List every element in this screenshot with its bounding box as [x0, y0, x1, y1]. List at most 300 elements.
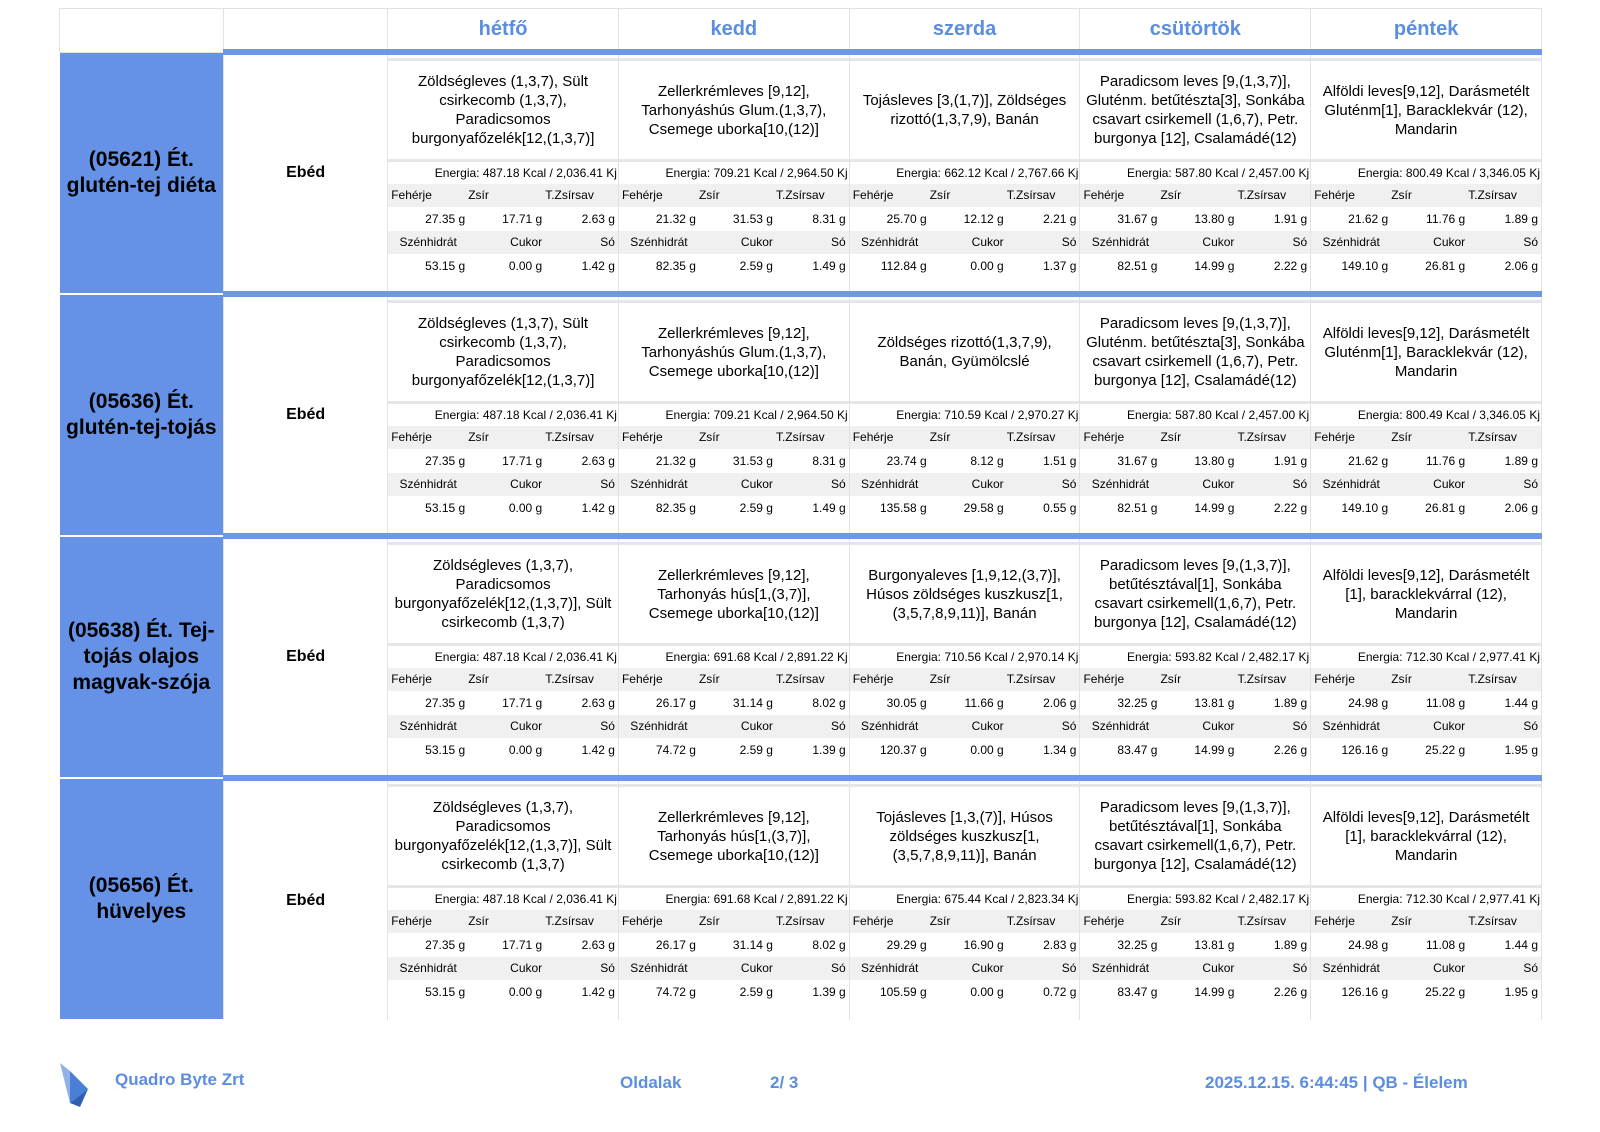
- salt-value: 2.22 g: [1237, 497, 1310, 520]
- sat-fat-value: 1.44 g: [1468, 692, 1541, 715]
- nutrient-label: T.Zsírsav: [1007, 668, 1080, 692]
- nutrient-label: Zsír: [468, 426, 545, 450]
- sugar-value: 0.00 g: [468, 739, 545, 762]
- nutrient-label: Cukor: [1391, 473, 1468, 497]
- nutrient-label: Zsír: [930, 668, 1007, 692]
- day-menu-cell: [1080, 294, 1311, 536]
- sugar-value: 0.00 g: [930, 981, 1007, 1004]
- menu-table: [59, 8, 1542, 1021]
- day-menu-cell: [388, 52, 619, 294]
- nutrition-grid: [850, 910, 1080, 1004]
- page-number: 2/ 3: [770, 1073, 799, 1092]
- day-menu-cell: [849, 536, 1080, 778]
- day-menu-cell: [1311, 536, 1542, 778]
- dish-text: Zellerkrémleves [9,12], Tarhonyás hús[1,(3,7)], Csemege uborka[10,(12)]: [619, 784, 849, 888]
- protein-value: 23.74 g: [850, 450, 930, 473]
- energy-value: Energia: 593.82 Kcal / 2,482.17 Kj: [1127, 650, 1310, 664]
- energy-value: Energia: 487.18 Kcal / 2,036.41 Kj: [434, 892, 617, 906]
- nutrient-label: Fehérje: [388, 426, 468, 450]
- fat-value: 13.80 g: [1160, 208, 1237, 231]
- protein-value: 27.35 g: [388, 692, 468, 715]
- dish-text: Zellerkrémleves [9,12], Tarhonyáshús Glum.(1,3,7), Csemege uborka[10,(12)]: [619, 300, 849, 404]
- salt-value: 2.22 g: [1237, 255, 1310, 278]
- fat-value: 13.80 g: [1160, 450, 1237, 473]
- day-menu-cell: [1080, 778, 1311, 1020]
- day-header: hétfő: [388, 9, 619, 53]
- salt-value: 1.95 g: [1468, 981, 1541, 1004]
- nutrient-label: Cukor: [468, 231, 545, 255]
- carb-value: 149.10 g: [1311, 255, 1391, 278]
- fat-value: 11.76 g: [1391, 450, 1468, 473]
- nutrient-label: Szénhidrát: [1311, 231, 1391, 255]
- sat-fat-value: 2.63 g: [545, 450, 618, 473]
- energy-value: Energia: 712.30 Kcal / 2,977.41 Kj: [1357, 892, 1540, 906]
- nutrient-label: Zsír: [468, 668, 545, 692]
- nutrient-label: Szénhidrát: [1311, 957, 1391, 981]
- sugar-value: 2.59 g: [699, 739, 776, 762]
- nutrition-grid: [388, 668, 618, 762]
- energy-value: Energia: 487.18 Kcal / 2,036.41 Kj: [434, 166, 617, 180]
- nutrient-label: Só: [545, 715, 618, 739]
- day-menu-cell: [388, 294, 619, 536]
- energy-value: Energia: 709.21 Kcal / 2,964.50 Kj: [665, 408, 848, 422]
- nutrient-label: Só: [1007, 957, 1080, 981]
- dish-text: Tojásleves [1,3,(7)], Húsos zöldséges kuszkusz[1,(3,5,7,8,9,11)], Banán: [850, 784, 1080, 888]
- meal-label: Ebéd: [224, 294, 388, 536]
- nutrition-grid: [619, 668, 849, 762]
- diet-row: [60, 536, 1542, 778]
- dish-text: Alföldi leves[9,12], Darásmetélt [1], baracklekvárral (12), Mandarin: [1311, 784, 1541, 888]
- nutrient-label: Só: [1468, 715, 1541, 739]
- fat-value: 13.81 g: [1160, 692, 1237, 715]
- page-footer: [0, 1055, 1600, 1115]
- nutrient-label: T.Zsírsav: [776, 910, 849, 934]
- sat-fat-value: 8.02 g: [776, 934, 849, 957]
- nutrient-label: Fehérje: [619, 668, 699, 692]
- sat-fat-value: 8.31 g: [776, 450, 849, 473]
- sat-fat-value: 1.51 g: [1007, 450, 1080, 473]
- energy-value: Energia: 691.68 Kcal / 2,891.22 Kj: [665, 650, 848, 664]
- nutrient-label: T.Zsírsav: [545, 184, 618, 208]
- day-header: csütörtök: [1080, 9, 1311, 53]
- dish-text: Zöldségleves (1,3,7), Sült csirkecomb (1,3,7), Paradicsomos burgonyafőzelék[12,(1,3,7)]: [388, 300, 618, 404]
- nutrient-label: Fehérje: [850, 668, 930, 692]
- header-row: [60, 9, 1542, 53]
- energy-value: Energia: 709.21 Kcal / 2,964.50 Kj: [665, 166, 848, 180]
- salt-value: 2.26 g: [1237, 981, 1310, 1004]
- fat-value: 16.90 g: [930, 934, 1007, 957]
- nutrient-label: Szénhidrát: [1311, 715, 1391, 739]
- nutrient-label: Szénhidrát: [619, 473, 699, 497]
- nutrient-label: Cukor: [699, 473, 776, 497]
- nutrition-grid: [1080, 184, 1310, 278]
- nutrient-label: Só: [1468, 473, 1541, 497]
- salt-value: 1.95 g: [1468, 739, 1541, 762]
- header-blank-meal: [224, 9, 388, 53]
- nutrient-label: Só: [1007, 715, 1080, 739]
- fat-value: 31.14 g: [699, 934, 776, 957]
- nutrient-label: Fehérje: [850, 184, 930, 208]
- energy-value: Energia: 587.80 Kcal / 2,457.00 Kj: [1127, 408, 1310, 422]
- day-menu-cell: [388, 778, 619, 1020]
- nutrient-label: Fehérje: [619, 184, 699, 208]
- nutrient-label: Cukor: [1160, 231, 1237, 255]
- sugar-value: 26.81 g: [1391, 255, 1468, 278]
- sugar-value: 0.00 g: [468, 497, 545, 520]
- dish-text: Alföldi leves[9,12], Darásmetélt Gluténm[1], Baracklekvár (12), Mandarin: [1311, 300, 1541, 404]
- nutrient-label: Szénhidrát: [1080, 957, 1160, 981]
- nutrition-grid: [619, 184, 849, 278]
- carb-value: 135.58 g: [850, 497, 930, 520]
- salt-value: 1.34 g: [1007, 739, 1080, 762]
- energy-value: Energia: 710.59 Kcal / 2,970.27 Kj: [896, 408, 1079, 422]
- sugar-value: 2.59 g: [699, 981, 776, 1004]
- nutrient-label: Só: [545, 473, 618, 497]
- diet-row: [60, 778, 1542, 1020]
- salt-value: 1.49 g: [776, 497, 849, 520]
- nutrient-label: Zsír: [1160, 668, 1237, 692]
- dish-text: Burgonyaleves [1,9,12,(3,7)], Húsos zöldséges kuszkusz[1,(3,5,7,8,9,11)], Banán: [850, 542, 1080, 646]
- sugar-value: 14.99 g: [1160, 981, 1237, 1004]
- nutrient-label: Zsír: [699, 184, 776, 208]
- protein-value: 30.05 g: [850, 692, 930, 715]
- energy-value: Energia: 662.12 Kcal / 2,767.66 Kj: [896, 166, 1079, 180]
- nutrient-label: Zsír: [699, 426, 776, 450]
- salt-value: 1.37 g: [1007, 255, 1080, 278]
- print-timestamp: 2025.12.15. 6:44:45 | QB - Élelem: [1205, 1073, 1468, 1092]
- nutrient-label: Fehérje: [388, 668, 468, 692]
- nutrient-label: Zsír: [1391, 668, 1468, 692]
- carb-value: 53.15 g: [388, 255, 468, 278]
- sat-fat-value: 1.89 g: [1237, 934, 1310, 957]
- nutrient-label: T.Zsírsav: [776, 426, 849, 450]
- day-menu-cell: [618, 778, 849, 1020]
- nutrient-label: T.Zsírsav: [1007, 426, 1080, 450]
- sugar-value: 0.00 g: [468, 255, 545, 278]
- nutrient-label: Só: [1468, 231, 1541, 255]
- sat-fat-value: 1.89 g: [1237, 692, 1310, 715]
- nutrition-grid: [850, 668, 1080, 762]
- protein-value: 29.29 g: [850, 934, 930, 957]
- nutrient-label: Zsír: [930, 184, 1007, 208]
- nutrient-label: Cukor: [1391, 715, 1468, 739]
- nutrient-label: Szénhidrát: [619, 715, 699, 739]
- dish-text: Alföldi leves[9,12], Darásmetélt Gluténm[1], Baracklekvár (12), Mandarin: [1311, 58, 1541, 162]
- nutrient-label: T.Zsírsav: [1237, 184, 1310, 208]
- nutrient-label: Fehérje: [1311, 668, 1391, 692]
- nutrient-label: Cukor: [468, 957, 545, 981]
- protein-value: 21.62 g: [1311, 208, 1391, 231]
- nutrient-label: Cukor: [468, 715, 545, 739]
- company-logo-icon: [58, 1063, 94, 1109]
- nutrient-label: Só: [1237, 473, 1310, 497]
- dish-text: Paradicsom leves [9,(1,3,7)], Gluténm. betűtészta[3], Sonkába csavart csirkemell (1,6,7), Petr. burgonya [12], Csalamádé(12): [1080, 300, 1310, 404]
- fat-value: 17.71 g: [468, 934, 545, 957]
- nutrient-label: Cukor: [699, 957, 776, 981]
- energy-value: Energia: 712.30 Kcal / 2,977.41 Kj: [1357, 650, 1540, 664]
- header-blank-diet: [60, 9, 224, 53]
- sat-fat-value: 2.06 g: [1007, 692, 1080, 715]
- fat-value: 11.08 g: [1391, 692, 1468, 715]
- nutrition-grid: [388, 426, 618, 520]
- fat-value: 17.71 g: [468, 450, 545, 473]
- dish-text: Zellerkrémleves [9,12], Tarhonyáshús Glum.(1,3,7), Csemege uborka[10,(12)]: [619, 58, 849, 162]
- sat-fat-value: 2.63 g: [545, 208, 618, 231]
- protein-value: 27.35 g: [388, 934, 468, 957]
- carb-value: 83.47 g: [1080, 981, 1160, 1004]
- nutrient-label: Szénhidrát: [850, 473, 930, 497]
- nutrient-label: Fehérje: [1080, 668, 1160, 692]
- nutrient-label: Cukor: [468, 473, 545, 497]
- nutrient-label: Fehérje: [1311, 426, 1391, 450]
- dish-text: Paradicsom leves [9,(1,3,7)], betűtésztával[1], Sonkába csavart csirkemell(1,6,7), Petr. burgonya [12], Csalamádé(12): [1080, 784, 1310, 888]
- meal-label: Ebéd: [224, 778, 388, 1020]
- nutrient-label: Szénhidrát: [850, 231, 930, 255]
- nutrient-label: Cukor: [930, 715, 1007, 739]
- sugar-value: 14.99 g: [1160, 497, 1237, 520]
- dish-text: Paradicsom leves [9,(1,3,7)], betűtésztával[1], Sonkába csavart csirkemell(1,6,7), Petr. burgonya [12], Csalamádé(12): [1080, 542, 1310, 646]
- salt-value: 1.42 g: [545, 255, 618, 278]
- protein-value: 31.67 g: [1080, 450, 1160, 473]
- salt-value: 1.49 g: [776, 255, 849, 278]
- day-menu-cell: [849, 778, 1080, 1020]
- energy-value: Energia: 487.18 Kcal / 2,036.41 Kj: [434, 650, 617, 664]
- sugar-value: 29.58 g: [930, 497, 1007, 520]
- sugar-value: 14.99 g: [1160, 739, 1237, 762]
- nutrient-label: Fehérje: [850, 910, 930, 934]
- nutrient-label: Só: [776, 715, 849, 739]
- salt-value: 1.39 g: [776, 739, 849, 762]
- protein-value: 32.25 g: [1080, 692, 1160, 715]
- nutrition-grid: [1311, 184, 1541, 278]
- day-header: péntek: [1311, 9, 1542, 53]
- company-name: Quadro Byte Zrt: [115, 1070, 245, 1089]
- nutrient-label: Fehérje: [619, 910, 699, 934]
- fat-value: 11.08 g: [1391, 934, 1468, 957]
- fat-value: 13.81 g: [1160, 934, 1237, 957]
- fat-value: 17.71 g: [468, 208, 545, 231]
- nutrient-label: Szénhidrát: [388, 473, 468, 497]
- nutrient-label: Fehérje: [1080, 184, 1160, 208]
- pages-label: Oldalak: [620, 1073, 682, 1092]
- protein-value: 27.35 g: [388, 208, 468, 231]
- fat-value: 31.53 g: [699, 450, 776, 473]
- nutrient-label: Só: [1007, 473, 1080, 497]
- carb-value: 149.10 g: [1311, 497, 1391, 520]
- sugar-value: 0.00 g: [930, 255, 1007, 278]
- sat-fat-value: 1.89 g: [1468, 208, 1541, 231]
- fat-value: 17.71 g: [468, 692, 545, 715]
- meal-label: Ebéd: [224, 536, 388, 778]
- nutrient-label: Só: [1237, 957, 1310, 981]
- energy-value: Energia: 800.49 Kcal / 3,346.05 Kj: [1357, 166, 1540, 180]
- salt-value: 1.39 g: [776, 981, 849, 1004]
- fat-value: 11.66 g: [930, 692, 1007, 715]
- dish-text: Zöldségleves (1,3,7), Paradicsomos burgonyafőzelék[12,(1,3,7)], Sült csirkecomb (1,3,7): [388, 784, 618, 888]
- protein-value: 32.25 g: [1080, 934, 1160, 957]
- sat-fat-value: 2.63 g: [545, 692, 618, 715]
- sat-fat-value: 2.21 g: [1007, 208, 1080, 231]
- nutrient-label: Só: [545, 231, 618, 255]
- nutrient-label: Fehérje: [619, 426, 699, 450]
- nutrition-grid: [850, 426, 1080, 520]
- dish-text: Tojásleves [3,(1,7)], Zöldséges rizottó(1,3,7,9), Banán: [850, 58, 1080, 162]
- nutrient-label: Szénhidrát: [619, 957, 699, 981]
- day-menu-cell: [618, 536, 849, 778]
- nutrient-label: Zsír: [1391, 426, 1468, 450]
- protein-value: 26.17 g: [619, 934, 699, 957]
- nutrient-label: Szénhidrát: [850, 957, 930, 981]
- carb-value: 83.47 g: [1080, 739, 1160, 762]
- dish-text: Paradicsom leves [9,(1,3,7)], Gluténm. betűtészta[3], Sonkába csavart csirkemell (1,6,7), Petr. burgonya [12], Csalamádé(12): [1080, 58, 1310, 162]
- energy-value: Energia: 800.49 Kcal / 3,346.05 Kj: [1357, 408, 1540, 422]
- fat-value: 31.14 g: [699, 692, 776, 715]
- nutrient-label: Fehérje: [1080, 910, 1160, 934]
- nutrient-label: Cukor: [699, 231, 776, 255]
- nutrition-grid: [1311, 426, 1541, 520]
- nutrition-grid: [619, 910, 849, 1004]
- dish-text: Alföldi leves[9,12], Darásmetélt [1], baracklekvárral (12), Mandarin: [1311, 542, 1541, 646]
- nutrient-label: Cukor: [699, 715, 776, 739]
- carb-value: 112.84 g: [850, 255, 930, 278]
- fat-value: 8.12 g: [930, 450, 1007, 473]
- salt-value: 2.06 g: [1468, 255, 1541, 278]
- nutrient-label: Zsír: [930, 426, 1007, 450]
- carb-value: 74.72 g: [619, 981, 699, 1004]
- nutrient-label: Cukor: [1391, 957, 1468, 981]
- nutrition-grid: [388, 910, 618, 1004]
- salt-value: 0.55 g: [1007, 497, 1080, 520]
- nutrient-label: Szénhidrát: [1080, 231, 1160, 255]
- nutrient-label: Zsír: [930, 910, 1007, 934]
- nutrient-label: Só: [776, 473, 849, 497]
- nutrient-label: Só: [1007, 231, 1080, 255]
- diet-row: [60, 52, 1542, 294]
- sat-fat-value: 1.91 g: [1237, 450, 1310, 473]
- nutrient-label: Cukor: [1160, 715, 1237, 739]
- diet-name: (05621) Ét. glutén-tej diéta: [60, 52, 224, 294]
- day-menu-cell: [388, 536, 619, 778]
- sugar-value: 2.59 g: [699, 255, 776, 278]
- carb-value: 53.15 g: [388, 497, 468, 520]
- day-menu-cell: [1311, 294, 1542, 536]
- carb-value: 82.51 g: [1080, 497, 1160, 520]
- nutrient-label: T.Zsírsav: [545, 426, 618, 450]
- nutrient-label: T.Zsírsav: [1007, 184, 1080, 208]
- fat-value: 11.76 g: [1391, 208, 1468, 231]
- day-menu-cell: [1311, 52, 1542, 294]
- energy-value: Energia: 710.56 Kcal / 2,970.14 Kj: [896, 650, 1079, 664]
- dish-text: Zöldséges rizottó(1,3,7,9), Banán, Gyümölcslé: [850, 300, 1080, 404]
- nutrition-grid: [1080, 910, 1310, 1004]
- salt-value: 0.72 g: [1007, 981, 1080, 1004]
- nutrient-label: Zsír: [1160, 184, 1237, 208]
- carb-value: 53.15 g: [388, 739, 468, 762]
- nutrient-label: Cukor: [1160, 473, 1237, 497]
- protein-value: 27.35 g: [388, 450, 468, 473]
- protein-value: 31.67 g: [1080, 208, 1160, 231]
- sat-fat-value: 8.31 g: [776, 208, 849, 231]
- nutrient-label: T.Zsírsav: [1237, 426, 1310, 450]
- nutrition-grid: [1311, 910, 1541, 1004]
- nutrition-grid: [1080, 426, 1310, 520]
- nutrient-label: Cukor: [930, 957, 1007, 981]
- sat-fat-value: 2.63 g: [545, 934, 618, 957]
- day-menu-cell: [1080, 52, 1311, 294]
- nutrient-label: T.Zsírsav: [1237, 910, 1310, 934]
- nutrient-label: Szénhidrát: [388, 231, 468, 255]
- protein-value: 21.32 g: [619, 450, 699, 473]
- day-menu-cell: [618, 294, 849, 536]
- salt-value: 2.06 g: [1468, 497, 1541, 520]
- sat-fat-value: 1.44 g: [1468, 934, 1541, 957]
- nutrient-label: T.Zsírsav: [1468, 184, 1541, 208]
- nutrient-label: T.Zsírsav: [776, 668, 849, 692]
- day-menu-cell: [849, 294, 1080, 536]
- sugar-value: 0.00 g: [468, 981, 545, 1004]
- salt-value: 1.42 g: [545, 497, 618, 520]
- nutrition-grid: [1311, 668, 1541, 762]
- nutrient-label: T.Zsírsav: [1468, 910, 1541, 934]
- carb-value: 105.59 g: [850, 981, 930, 1004]
- diet-name: (05636) Ét. glutén-tej-tojás: [60, 294, 224, 536]
- sat-fat-value: 8.02 g: [776, 692, 849, 715]
- nutrient-label: T.Zsírsav: [1007, 910, 1080, 934]
- dish-text: Zellerkrémleves [9,12], Tarhonyás hús[1,(3,7)], Csemege uborka[10,(12)]: [619, 542, 849, 646]
- nutrient-label: Cukor: [930, 473, 1007, 497]
- nutrient-label: T.Zsírsav: [1237, 668, 1310, 692]
- nutrient-label: Fehérje: [850, 426, 930, 450]
- day-menu-cell: [849, 52, 1080, 294]
- salt-value: 1.42 g: [545, 981, 618, 1004]
- sugar-value: 0.00 g: [930, 739, 1007, 762]
- nutrient-label: Zsír: [1391, 910, 1468, 934]
- fat-value: 12.12 g: [930, 208, 1007, 231]
- nutrient-label: Só: [776, 957, 849, 981]
- energy-value: Energia: 487.18 Kcal / 2,036.41 Kj: [434, 408, 617, 422]
- dish-text: Zöldségleves (1,3,7), Paradicsomos burgonyafőzelék[12,(1,3,7)], Sült csirkecomb (1,3,7): [388, 542, 618, 646]
- nutrition-grid: [619, 426, 849, 520]
- carb-value: 126.16 g: [1311, 739, 1391, 762]
- salt-value: 2.26 g: [1237, 739, 1310, 762]
- nutrition-grid: [1080, 668, 1310, 762]
- carb-value: 53.15 g: [388, 981, 468, 1004]
- day-header: kedd: [618, 9, 849, 53]
- nutrient-label: Szénhidrát: [1311, 473, 1391, 497]
- sat-fat-value: 1.89 g: [1468, 450, 1541, 473]
- nutrient-label: T.Zsírsav: [1468, 426, 1541, 450]
- day-menu-cell: [1311, 778, 1542, 1020]
- nutrition-grid: [388, 184, 618, 278]
- nutrient-label: Szénhidrát: [1080, 473, 1160, 497]
- nutrient-label: Fehérje: [1311, 184, 1391, 208]
- nutrient-label: Zsír: [699, 668, 776, 692]
- sugar-value: 26.81 g: [1391, 497, 1468, 520]
- nutrient-label: Szénhidrát: [388, 715, 468, 739]
- nutrient-label: T.Zsírsav: [776, 184, 849, 208]
- carb-value: 74.72 g: [619, 739, 699, 762]
- nutrient-label: Fehérje: [1080, 426, 1160, 450]
- nutrient-label: Szénhidrát: [388, 957, 468, 981]
- nutrient-label: Szénhidrát: [619, 231, 699, 255]
- nutrient-label: Cukor: [1391, 231, 1468, 255]
- protein-value: 24.98 g: [1311, 692, 1391, 715]
- nutrient-label: Zsír: [468, 910, 545, 934]
- nutrient-label: Fehérje: [1311, 910, 1391, 934]
- carb-value: 82.35 g: [619, 255, 699, 278]
- nutrient-label: T.Zsírsav: [545, 668, 618, 692]
- nutrient-label: Zsír: [1391, 184, 1468, 208]
